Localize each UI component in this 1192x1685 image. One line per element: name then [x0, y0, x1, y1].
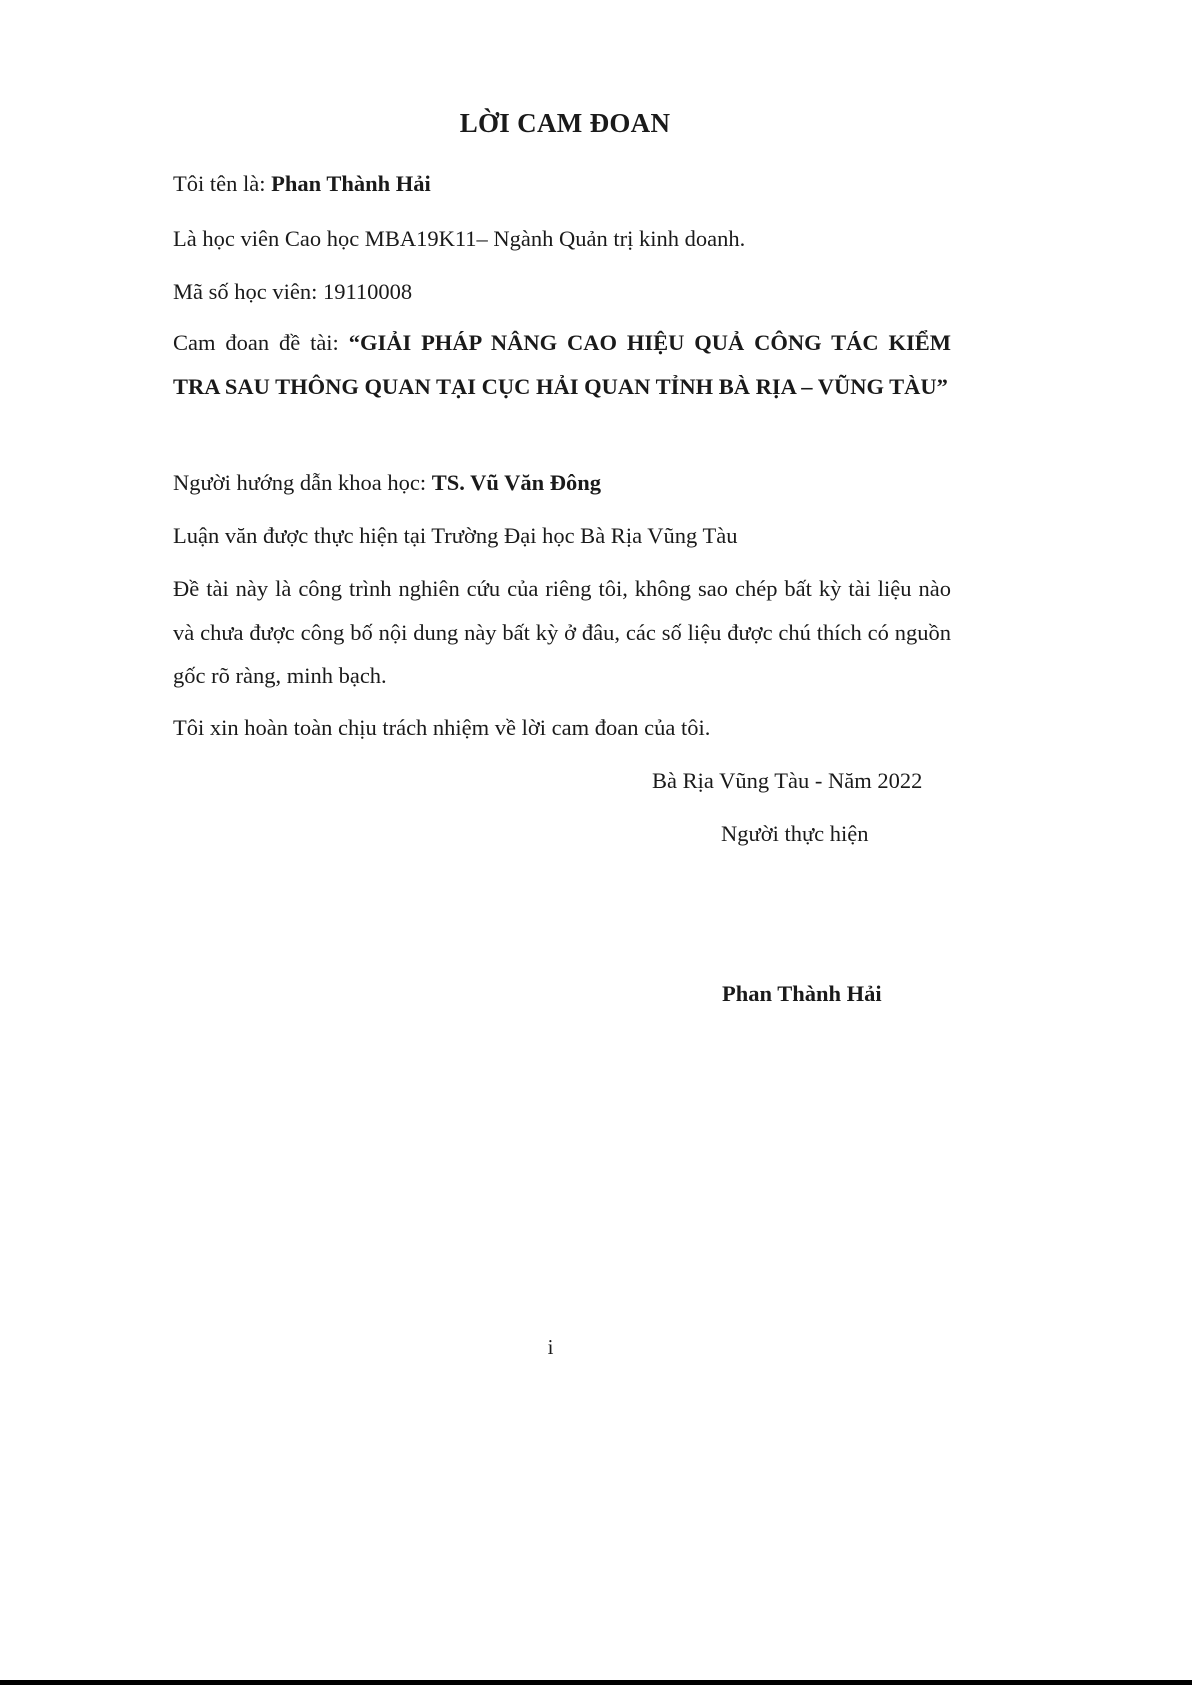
- bottom-border: [0, 1680, 1192, 1685]
- name-line: [173, 169, 431, 199]
- signature-name: Phan Thành Hải: [722, 981, 882, 1006]
- student-line: Là học viên Cao học MBA19K11– Ngành Quản trị kinh doanh.: [173, 226, 746, 251]
- signature-place-date: Bà Rịa Vũng Tàu - Năm 2022: [652, 768, 923, 793]
- page-number: i: [547, 1335, 554, 1359]
- advisor-name: TS. Vũ Văn Đông: [431, 470, 602, 495]
- topic-label: Cam đoan đề tài:: [173, 330, 349, 355]
- author-name: Phan Thành Hải: [271, 171, 431, 196]
- topic-title: “GIẢI PHÁP NÂNG CAO HIỆU QUẢ CÔNG TÁC KIỂM TRA SAU THÔNG QUAN TẠI CỤC HẢI QUAN TỈNH BÀ RỊA – VŨNG TÀU”: [173, 330, 951, 399]
- advisor-label: Người hướng dẫn khoa học:: [173, 470, 432, 495]
- student-id-line: Mã số học viên: 19110008: [173, 279, 413, 304]
- responsibility-line: Tôi xin hoàn toàn chịu trách nhiệm về lời cam đoan của tôi.: [173, 715, 711, 740]
- place-line: Luận văn được thực hiện tại Trường Đại học Bà Rịa Vũng Tàu: [173, 523, 738, 548]
- page-title: LỜI CAM ĐOAN: [459, 108, 671, 138]
- advisor-line: [173, 468, 601, 498]
- topic-paragraph: [173, 321, 951, 408]
- name-label: Tôi tên là:: [173, 171, 272, 196]
- declaration-paragraph: Đề tài này là công trình nghiên cứu của riêng tôi, không sao chép bất kỳ tài liệu nào và chưa được công bố nội dung này bất kỳ ở đâu, các số liệu được chú thích có nguồn gốc rõ ràng, minh bạch.: [173, 576, 951, 688]
- signature-role: Người thực hiện: [721, 821, 869, 846]
